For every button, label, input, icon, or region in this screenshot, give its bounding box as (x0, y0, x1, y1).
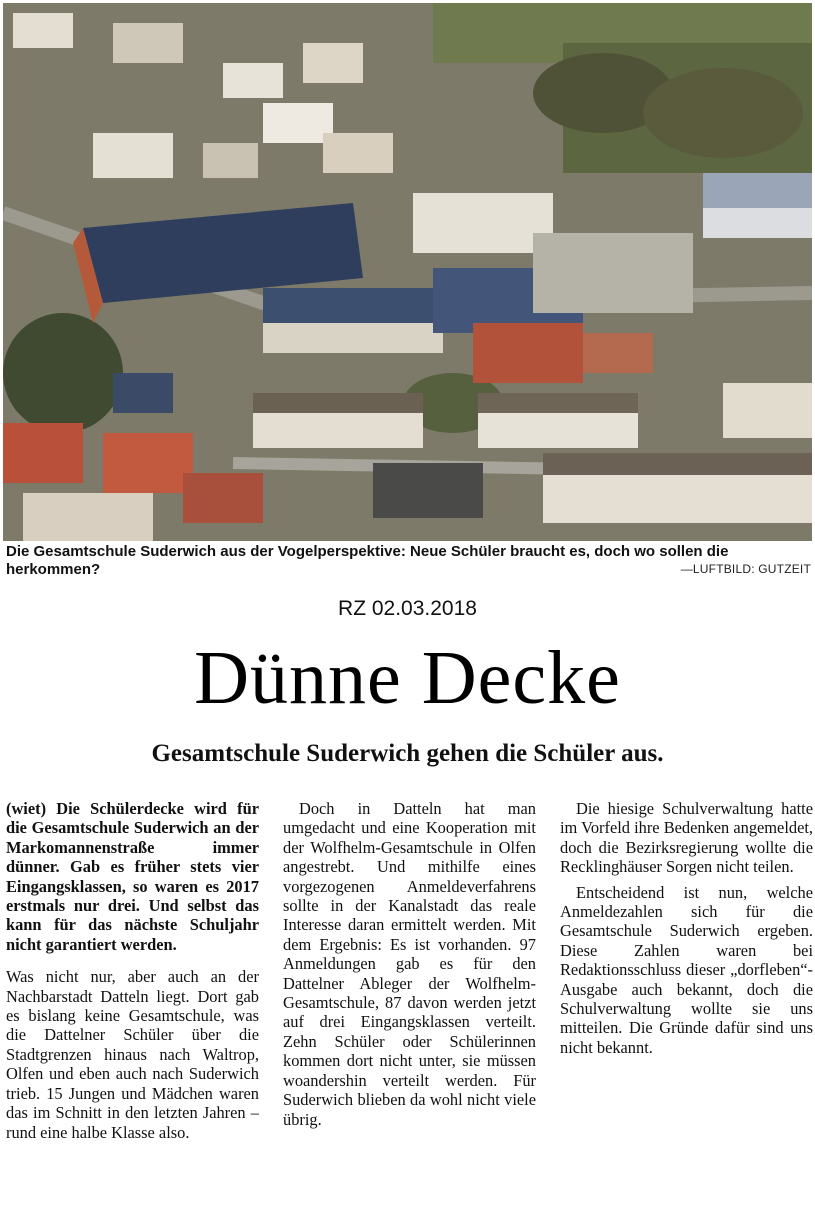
photo-caption: Die Gesamtschule Suderwich aus der Vogelperspektive: Neue Schüler braucht es, doch wo sollen die herkommen? (6, 543, 729, 578)
dateline: RZ 02.03.2018 (338, 597, 477, 620)
article-lead: (wiet) Die Schülerdecke wird für die Gesamtschule Suderwich an der Markomannenstraße immer dünner. Gab es früher stets vier Eingangsklassen, so waren es 2017 erstmals nur drei. Und selbst das kann für das nächste Schuljahr nicht garantiert werden. (6, 799, 259, 954)
article-paragraph-3: Die hiesige Schulverwaltung hatte im Vorfeld ihre Bedenken angemeldet, doch die Bezirksregierung wollte die Recklinghäuser Sorgen nicht teilen. (560, 799, 813, 877)
headline: Dünne Decke (194, 636, 621, 720)
article-column-2 (283, 799, 536, 1135)
aerial-photo (3, 3, 812, 541)
aerial-school-photo-icon (3, 3, 812, 541)
subheadline: Gesamtschule Suderwich gehen die Schüler aus. (151, 740, 664, 767)
article-paragraph-2: Doch in Datteln hat man umgedacht und eine Kooperation mit der Wolfhelm-Gesamtschule in Olfen angestrebt. Und mithilfe eines vorgezogenen Anmeldeverfahrens sollte in der Kanalstadt das reale Interesse daran ermittelt werden. Mit dem Ergebnis: Es ist vorhanden. 97 Anmeldungen gab es für den Dattelner Ableger der Wolfhelm-Gesamtschule, 87 davon werden jetzt auf drei Eingangsklassen verteilt. Zehn Schüler oder Schülerinnen kommen dort nicht unter, sie müssen woandershin verteilt werden. Für Suderwich blieben da wohl nicht viele übrig. (283, 799, 536, 1129)
article-column-3 (560, 799, 813, 1063)
article-paragraph-4: Entscheidend ist nun, welche Anmeldezahlen sich für die Gesamtschule Suderwich ergeben. Diese Zahlen waren bei Redaktionsschluss dieser „dorfleben“-Ausgabe auch bekannt, doch die Schulverwaltung wollte sie uns mitteilen. Die Gründe dafür sind uns nicht bekannt. (560, 882, 813, 1057)
photo-credit: —LUFTBILD: GUTZEIT (680, 562, 811, 576)
article-paragraph-1: Was nicht nur, aber auch an der Nachbarstadt Datteln liegt. Dort gab es bislang keine Gesamtschule, was die Dattelner Schüler über die Stadtgrenzen hinaus nach Waltrop, Olfen und eben auch nach Suderwich trieb. 15 Jungen und Mädchen waren das im Schnitt in den letzten Jahren – rund eine halbe Klasse also. (6, 967, 259, 1142)
article-column-1 (6, 799, 259, 1148)
